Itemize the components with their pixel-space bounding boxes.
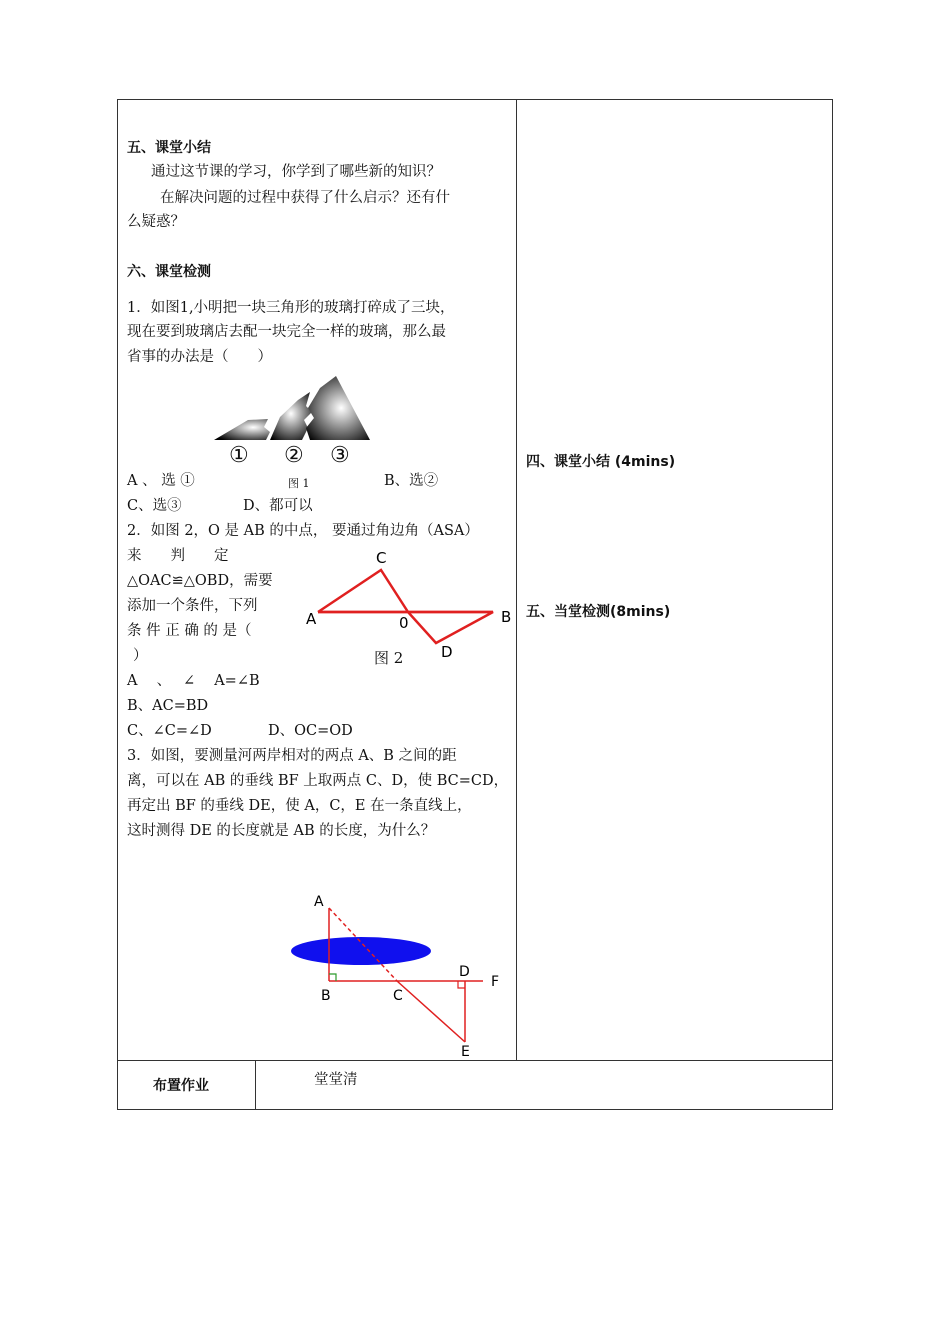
section6-title: 六、课堂检测: [127, 264, 211, 280]
fig1-num2: ②: [284, 443, 304, 468]
q1-option-d: D、都可以: [243, 498, 313, 514]
fig2-label-b: B: [501, 608, 512, 626]
fig3-label-a: A: [314, 894, 324, 910]
q1-option-b: B、选②: [384, 473, 439, 489]
q2-line3: △OAC≌△OBD，需要: [127, 573, 273, 589]
section5-line3: 么疑惑？: [127, 214, 185, 230]
q3-line1: 3．如图，要测量河两岸相对的两点 A、B 之间的距: [127, 748, 457, 764]
fig1-num1: ①: [229, 443, 249, 468]
glass-piece-2: [270, 392, 312, 440]
q3-line2: 离，可以在 AB 的垂线 BF 上取两点 C、D，使 BC=CD，: [127, 773, 509, 789]
figure2-triangles: [300, 545, 520, 670]
fig3-label-f: F: [491, 974, 500, 990]
right-angle-b: [329, 974, 336, 981]
q1-option-c: C、选③: [127, 498, 182, 514]
fig1-caption: 图 1: [288, 477, 310, 490]
q1-line2: 现在要到玻璃店去配一块完全一样的玻璃，那么最: [127, 324, 446, 340]
q2-line1: 2．如图 2，O 是 AB 的中点， 要通过角边角（ASA）: [127, 523, 479, 539]
q3-line3: 再定出 BF 的垂线 DE，使 A，C，E 在一条直线上，: [127, 798, 472, 814]
q2-option-a: A 、 ∠ A=∠B: [127, 673, 260, 689]
figure3-river-measure: [285, 890, 505, 1060]
homework-label: 布置作业: [153, 1078, 209, 1094]
right-item-summary: 四、课堂小结 (4mins): [526, 454, 676, 470]
fig1-num3: ③: [330, 443, 350, 468]
triangle-oac: [318, 570, 408, 612]
q2-line5: 条 件 正 确 的 是（: [127, 623, 252, 639]
fig3-label-e: E: [461, 1044, 470, 1060]
q1-line3: 省事的办法是（ ）: [127, 349, 272, 365]
fig3-label-b: B: [321, 988, 331, 1004]
q2-option-b: B、AC=BD: [127, 698, 209, 714]
right-angle-d: [458, 981, 465, 988]
homework-value: 堂堂清: [314, 1072, 358, 1088]
segment-ce: [397, 981, 465, 1042]
figure1-glass-pieces: [210, 372, 375, 444]
q2-option-d: D、OC=OD: [268, 723, 353, 739]
fig2-label-c: C: [376, 549, 387, 567]
fig3-label-c: C: [393, 988, 403, 1004]
section5-line1: 通过这节课的学习，你学到了哪些新的知识？: [151, 164, 441, 180]
river: [291, 937, 431, 965]
fig2-label-o: 0: [399, 614, 409, 632]
q2-line6: ）: [133, 648, 148, 664]
footer-label-divider: [255, 1060, 256, 1110]
fig2-label-a: A: [306, 610, 317, 628]
q3-line4: 这时测得 DE 的长度就是 AB 的长度，为什么？: [127, 823, 436, 839]
q2-line2: 来 判 定: [127, 548, 229, 564]
section5-title: 五、课堂小结: [127, 140, 211, 156]
fig3-label-d: D: [459, 964, 470, 980]
q1-line1: 1．如图1,小明把一块三角形的玻璃打碎成了三块，: [127, 300, 455, 316]
q2-option-c: C、∠C=∠D: [127, 723, 212, 739]
glass-piece-1: [214, 419, 270, 440]
glass-piece-3: [306, 376, 370, 440]
q1-option-a: A 、 选 ①: [127, 473, 195, 489]
section5-line2: 在解决问题的过程中获得了什么启示？还有什: [160, 190, 450, 206]
fig2-caption: 图 2: [374, 649, 404, 667]
footer-divider: [117, 1060, 833, 1061]
q2-line4: 添加一个条件，下列: [127, 598, 258, 614]
right-item-test: 五、当堂检测(8mins): [526, 604, 671, 620]
fig2-label-d: D: [441, 643, 453, 661]
